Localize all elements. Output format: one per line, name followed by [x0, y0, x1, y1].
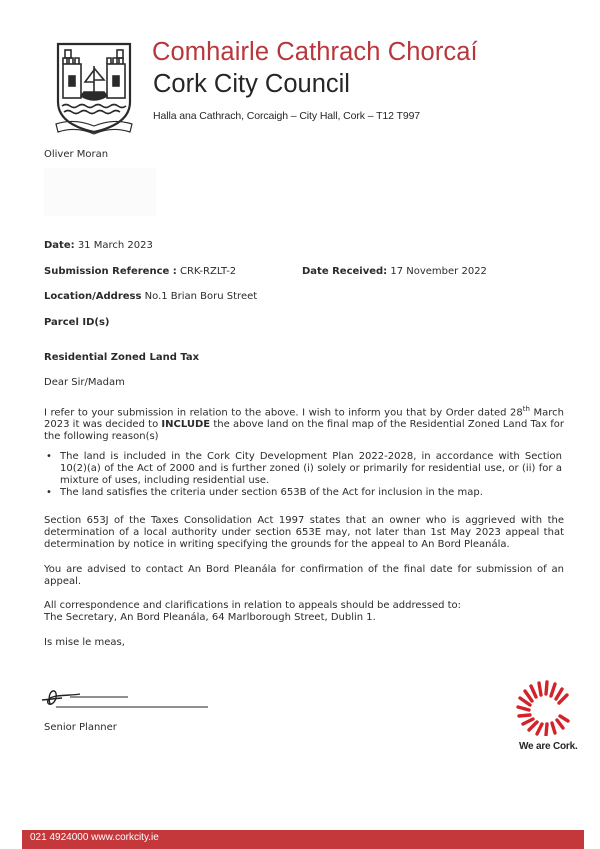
intro-paragraph [44, 403, 564, 443]
intro-text-2: March 2023 it was decided to [44, 407, 564, 431]
submission-label: Submission Reference : [44, 266, 177, 277]
intro-text-1: I refer to your submission in relation to the above. I wish to inform you that by Order dated 28 [44, 407, 523, 419]
location-label: Location/Address [44, 291, 142, 302]
correspondence-line: All correspondence and clarifications in relation to appeals should be addressed to: [44, 600, 462, 611]
reason-item: • The land satisfies the criteria under section 653B of the Act for inclusion in the map. [44, 487, 562, 499]
advice-paragraph: You are advised to contact An Bord Pleanála for confirmation of the final date for submission of an appeal. [44, 564, 564, 587]
signatory-title: Senior Planner [44, 722, 117, 733]
signature [40, 680, 215, 714]
salutation: Dear Sir/Madam [44, 377, 125, 388]
submission-value: CRK-RZLT-2 [179, 266, 237, 277]
footer-contact: 021 4924000 www.corkcity.ie [30, 832, 159, 843]
submission-reference [44, 266, 236, 278]
council-name-irish: Comhairle Cathrach Chorcaí [152, 38, 478, 66]
parcel-id-label: Parcel ID(s) [44, 317, 110, 328]
council-address: Halla ana Cathrach, Corcaigh – City Hall, Cork – T12 T997 [153, 110, 421, 122]
intro-decision: INCLUDE [161, 419, 211, 431]
location-address [44, 291, 257, 303]
reasons-list [44, 451, 562, 499]
coat-of-arms-crest [54, 40, 134, 136]
footer-bar [22, 830, 584, 849]
date-line [44, 240, 153, 252]
location-value: No.1 Brian Boru Street [144, 291, 258, 302]
received-label: Date Received: [302, 266, 388, 277]
date-label: Date: [44, 240, 75, 251]
intro-superscript: th [522, 405, 530, 413]
council-name-english: Cork City Council [153, 70, 350, 98]
closing-line: Is mise le meas, [44, 637, 125, 648]
date-received [302, 266, 487, 278]
letter-subject: Residential Zoned Land Tax [44, 352, 200, 363]
brand-tagline: We are Cork. [519, 741, 578, 752]
correspondence-address: The Secretary, An Bord Pleanála, 64 Marlborough Street, Dublin 1. [44, 612, 376, 623]
recipient-name: Oliver Moran [44, 149, 109, 160]
we-are-cork-logo [516, 680, 572, 736]
date-value: 31 March 2023 [77, 240, 153, 251]
received-value: 17 November 2022 [390, 266, 487, 277]
redacted-address [44, 168, 156, 216]
intro-text-3: the above land on the final map of the Residential Zoned Land Tax for the following reason(s) [44, 419, 564, 443]
reason-item: • The land is included in the Cork City Development Plan 2022-2028, in accordance with Section 10(2)(a) of the Act of 2000 and is further zoned (i) solely or primarily for residential use, or (ii) for a mixture of uses, including residential use. [44, 451, 562, 487]
appeal-paragraph: Section 653J of the Taxes Consolidation Act 1997 states that an owner who is aggrieved with the determination of a local authority under section 653E may, not later than 1st May 2023 appeal that determination by notice in writing specifying the grounds for the appeal to An Bord Pleanála. [44, 515, 564, 550]
